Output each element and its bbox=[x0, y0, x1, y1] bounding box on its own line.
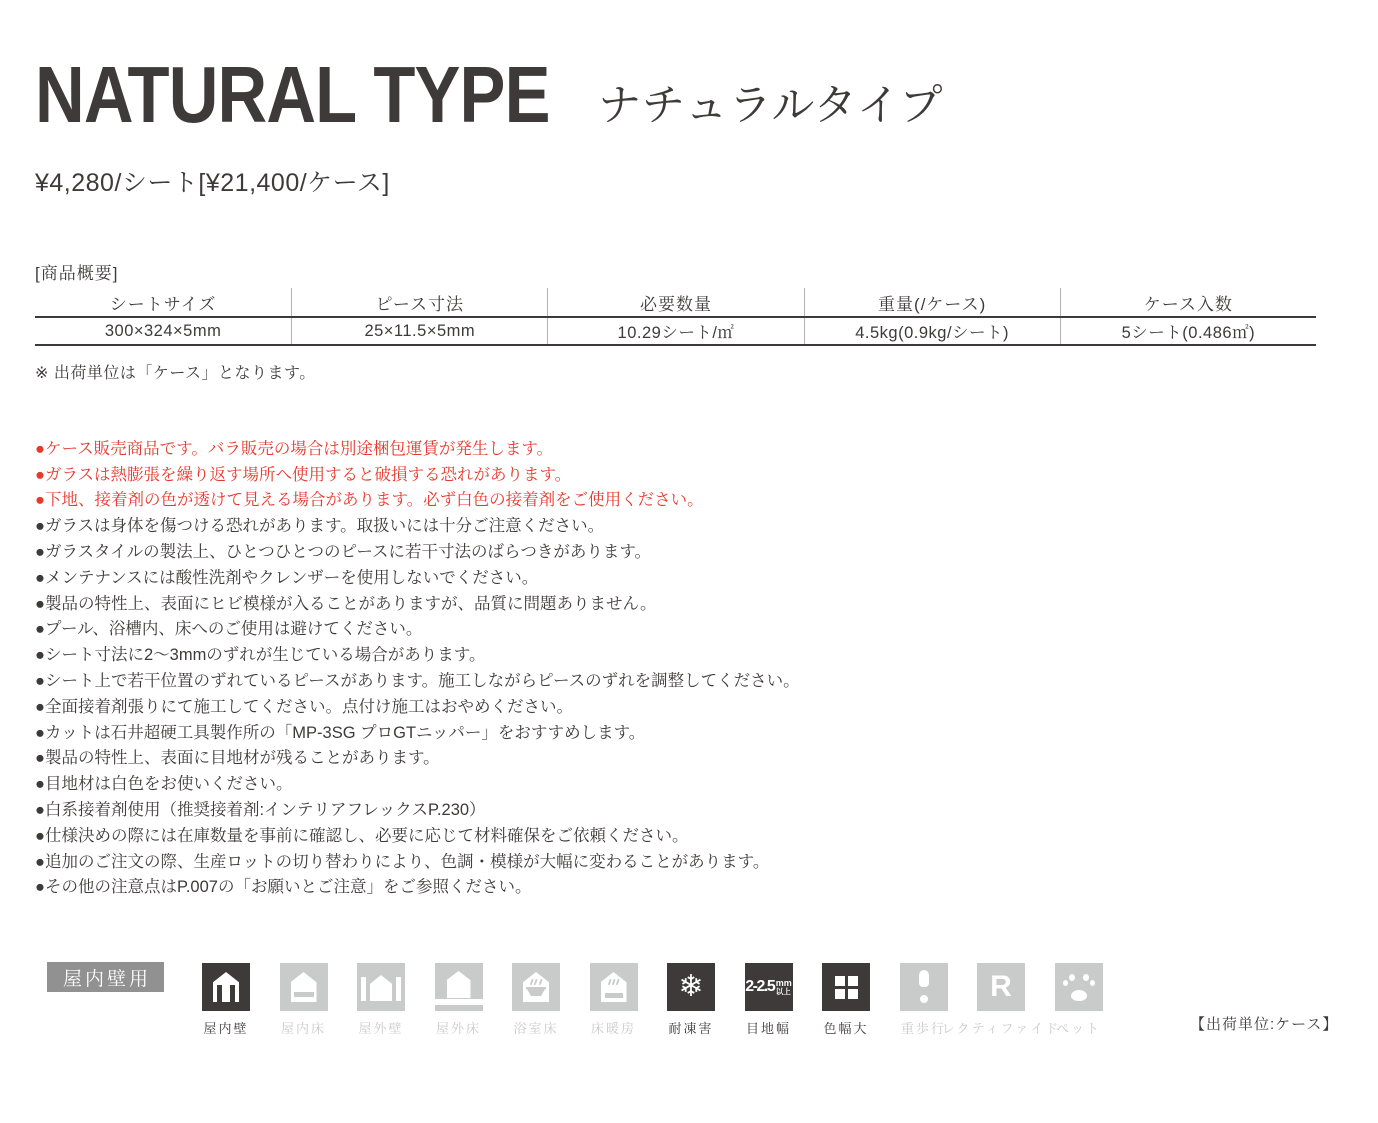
snowflake-icon: ❄ bbox=[667, 963, 715, 1011]
color-range-grid-icon bbox=[822, 963, 870, 1011]
usage-icon-color-range bbox=[822, 963, 870, 1037]
usage-icon-heavy-traffic bbox=[900, 963, 948, 1037]
icon-label: 屋内床 bbox=[280, 1021, 326, 1036]
outdoor-wall-icon bbox=[357, 963, 405, 1011]
shipping-unit-note: ※ 出荷単位は「ケース」となります。 bbox=[35, 365, 316, 382]
note-item: ●カットは石井超硬工具製作所の「MP-3SG プロGTニッパー」をおすすめします。 bbox=[35, 723, 646, 742]
note-item: ●全面接着剤張りにて施工してください。点付け施工はおやめください。 bbox=[35, 697, 573, 716]
spec-value-sheet-size: 300×324×5mm bbox=[104, 321, 222, 340]
page-title-japanese: ナチュラルタイプ bbox=[598, 82, 944, 130]
usage-icon-bathroom-floor bbox=[512, 963, 560, 1037]
icon-label: 重歩行 bbox=[900, 1021, 946, 1036]
spec-table bbox=[35, 288, 1316, 346]
icon-label: レクティファイド bbox=[941, 1021, 1061, 1036]
spec-header-case-qty: ケース入数 bbox=[1060, 288, 1316, 316]
usage-icon-rectified bbox=[941, 963, 1061, 1037]
icon-label: 浴室床 bbox=[513, 1021, 559, 1036]
shipping-unit-footnote: 【出荷単位:ケース】 bbox=[1190, 1016, 1339, 1033]
paw-icon bbox=[1055, 963, 1103, 1011]
usage-icon-pet bbox=[1055, 963, 1103, 1037]
rectified-icon: R bbox=[977, 963, 1025, 1011]
note-item: ●ガラスタイルの製法上、ひとつひとつのピースに若干寸法のばらつきがあります。 bbox=[35, 543, 652, 562]
note-item: ●シート上で若干位置のずれているピースがあります。施工しながらピースのずれを調整してください。 bbox=[35, 672, 800, 691]
price-text: ¥4,280/シート[¥21,400/ケース] bbox=[35, 169, 390, 197]
bathroom-floor-icon bbox=[512, 963, 560, 1011]
usage-category-badge: 屋内壁用 bbox=[47, 962, 164, 992]
icon-label: 屋外床 bbox=[435, 1021, 481, 1036]
spec-table-value-row bbox=[35, 318, 1316, 346]
spec-table-header-row bbox=[35, 288, 1316, 318]
icon-label: 目地幅 bbox=[745, 1021, 791, 1036]
note-item: ●ケース販売商品です。バラ販売の場合は別途梱包運賃が発生します。 bbox=[35, 439, 554, 458]
overview-section-label: [商品概要] bbox=[35, 264, 119, 283]
note-item: ●仕様決めの際には在庫数量を事前に確認し、必要に応じて材料確保をご依頼ください。 bbox=[35, 826, 689, 845]
usage-icon-frost-resistant bbox=[667, 963, 715, 1037]
spec-header-piece-size: ピース寸法 bbox=[291, 288, 547, 316]
joint-width-icon: 2-2.5 mm 以上 bbox=[745, 963, 793, 1011]
spec-header-required-qty: 必要数量 bbox=[547, 288, 803, 316]
usage-icon-floor-heating bbox=[590, 963, 638, 1037]
note-item: ●白系接着剤使用（推奨接着剤:インテリアフレックスP.230） bbox=[35, 801, 486, 820]
indoor-floor-icon bbox=[280, 963, 328, 1011]
spec-value-required-qty: 10.29シート/㎡ bbox=[547, 318, 803, 344]
page-title: NATURAL TYPE bbox=[35, 50, 550, 139]
icon-label: ペット bbox=[1055, 1021, 1101, 1036]
spec-value-piece-size: 25×11.5×5mm bbox=[291, 318, 547, 344]
icon-label: 屋外壁 bbox=[358, 1021, 404, 1036]
outdoor-floor-icon bbox=[435, 963, 483, 1011]
usage-icon-indoor-floor bbox=[280, 963, 328, 1037]
note-item: ●その他の注意点はP.007の「お願いとご注意」をご参照ください。 bbox=[35, 878, 532, 897]
usage-icon-joint-width bbox=[745, 963, 793, 1037]
spec-header-weight: 重量(/ケース) bbox=[804, 288, 1060, 316]
note-item: ●追加のご注文の際、生産ロットの切り替わりにより、色調・模様が大幅に変わることがあります。 bbox=[35, 852, 770, 871]
footprint-icon bbox=[900, 963, 948, 1011]
note-item: ●製品の特性上、表面にヒビ模様が入ることがありますが、品質に問題ありません。 bbox=[35, 594, 657, 613]
icon-label: 耐凍害 bbox=[668, 1021, 714, 1036]
note-item: ●目地材は白色をお使いください。 bbox=[35, 775, 293, 794]
note-item: ●ガラスは身体を傷つける恐れがあります。取扱いには十分ご注意ください。 bbox=[35, 517, 605, 536]
floor-heating-icon bbox=[590, 963, 638, 1011]
usage-icon-indoor-wall bbox=[202, 963, 250, 1037]
spec-value-case-qty: 5シート(0.486㎡) bbox=[1060, 318, 1316, 344]
note-item: ●シート寸法に2〜3mmのずれが生じている場合があります。 bbox=[35, 646, 486, 665]
usage-icon-outdoor-wall bbox=[357, 963, 405, 1037]
notes-list bbox=[35, 434, 800, 898]
note-item: ●ガラスは熱膨張を繰り返す場所へ使用すると破損する恐れがあります。 bbox=[35, 465, 572, 484]
note-item: ●メンテナンスには酸性洗剤やクレンザーを使用しないでください。 bbox=[35, 568, 539, 587]
usage-icon-outdoor-floor bbox=[435, 963, 483, 1037]
spec-value-weight: 4.5kg(0.9kg/シート) bbox=[804, 318, 1060, 344]
indoor-wall-icon bbox=[202, 963, 250, 1011]
icon-label: 床暖房 bbox=[590, 1021, 636, 1036]
icon-label: 屋内壁 bbox=[203, 1021, 249, 1036]
icon-label: 色幅大 bbox=[823, 1021, 869, 1036]
usage-icons-row bbox=[202, 963, 1103, 1037]
note-item: ●製品の特性上、表面に目地材が残ることがあります。 bbox=[35, 749, 440, 768]
spec-header-sheet-size: シートサイズ bbox=[109, 294, 217, 314]
note-item: ●プール、浴槽内、床へのご使用は避けてください。 bbox=[35, 620, 423, 639]
note-item: ●下地、接着剤の色が透けて見える場合があります。必ず白色の接着剤をご使用ください。 bbox=[35, 491, 704, 510]
